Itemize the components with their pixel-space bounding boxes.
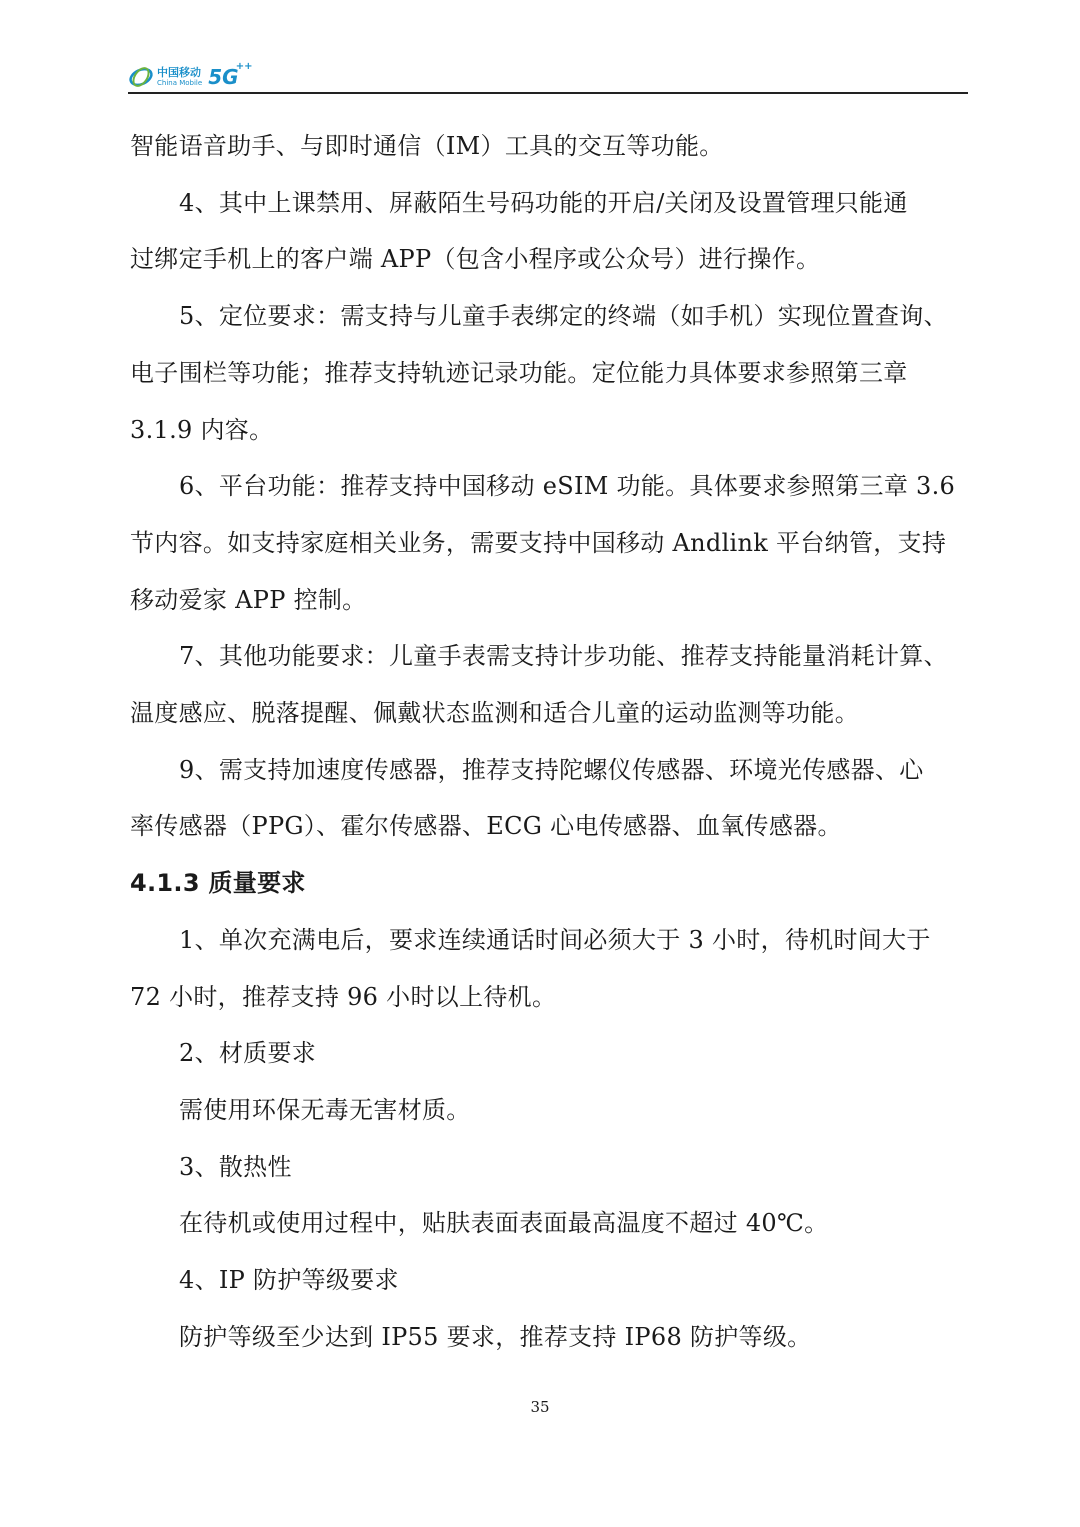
page-header [128, 58, 968, 96]
text-line: 防护等级至少达到 IP55 要求，推荐支持 IP68 防护等级。 [179, 1322, 812, 1351]
china-mobile-logo-icon [128, 64, 154, 90]
header-divider [128, 92, 968, 94]
logo-chinese-name: 中国移动 [157, 66, 201, 79]
text-line: 温度感应、脱落提醒、佩戴状态监测和适合儿童的运动监测等功能。 [130, 699, 859, 728]
document-body [130, 118, 970, 1365]
page-number: 35 [530, 1398, 550, 1416]
text-line: 4、其中上课禁用、屏蔽陌生号码功能的开启/关闭及设置管理只能通 [179, 188, 908, 217]
text-line: 2、材质要求 [179, 1039, 317, 1068]
text-line: 3.1.9 内容。 [130, 415, 274, 444]
text-line: 率传感器（PPG）、霍尔传感器、ECG 心电传感器、血氧传感器。 [130, 812, 842, 841]
china-mobile-logo [128, 61, 253, 92]
text-line: 过绑定手机上的客户端 APP（包含小程序或公众号）进行操作。 [130, 245, 821, 274]
text-line: 6、平台功能：推荐支持中国移动 eSIM 功能。具体要求参照第三章 3.6 [179, 472, 956, 501]
text-line: 智能语音助手、与即时通信（IM）工具的交互等功能。 [130, 132, 724, 160]
text-line: 3、散热性 [179, 1152, 292, 1181]
text-line: 电子围栏等功能；推荐支持轨迹记录功能。定位能力具体要求参照第三章 [130, 358, 908, 387]
text-line: 需使用环保无毒无害材质。 [179, 1095, 471, 1124]
text-line: 5、定位要求：需支持与儿童手表绑定的终端（如手机）实现位置查询、 [179, 302, 948, 331]
logo-english-name: China Mobile [157, 79, 203, 87]
text-line: 72 小时，推荐支持 96 小时以上待机。 [130, 982, 557, 1011]
text-line: 移动爱家 APP 控制。 [130, 585, 367, 614]
text-line: 4、IP 防护等级要求 [179, 1266, 399, 1295]
text-line: 9、需支持加速度传感器，推荐支持陀螺仪传感器、环境光传感器、心 [179, 755, 924, 784]
text-line: 节内容。如支持家庭相关业务，需要支持中国移动 Andlink 平台纳管，支持 [130, 528, 947, 557]
section-heading: 4.1.3 质量要求 [130, 869, 306, 898]
text-line: 7、其他功能要求：儿童手表需支持计步功能、推荐支持能量消耗计算、 [179, 642, 948, 671]
text-line: 在待机或使用过程中，贴肤表面表面最高温度不超过 40℃。 [179, 1209, 829, 1238]
text-line: 1、单次充满电后，要求连续通话时间必须大于 3 小时，待机时间大于 [179, 925, 931, 954]
logo-5g: 5G ++ [208, 61, 253, 89]
